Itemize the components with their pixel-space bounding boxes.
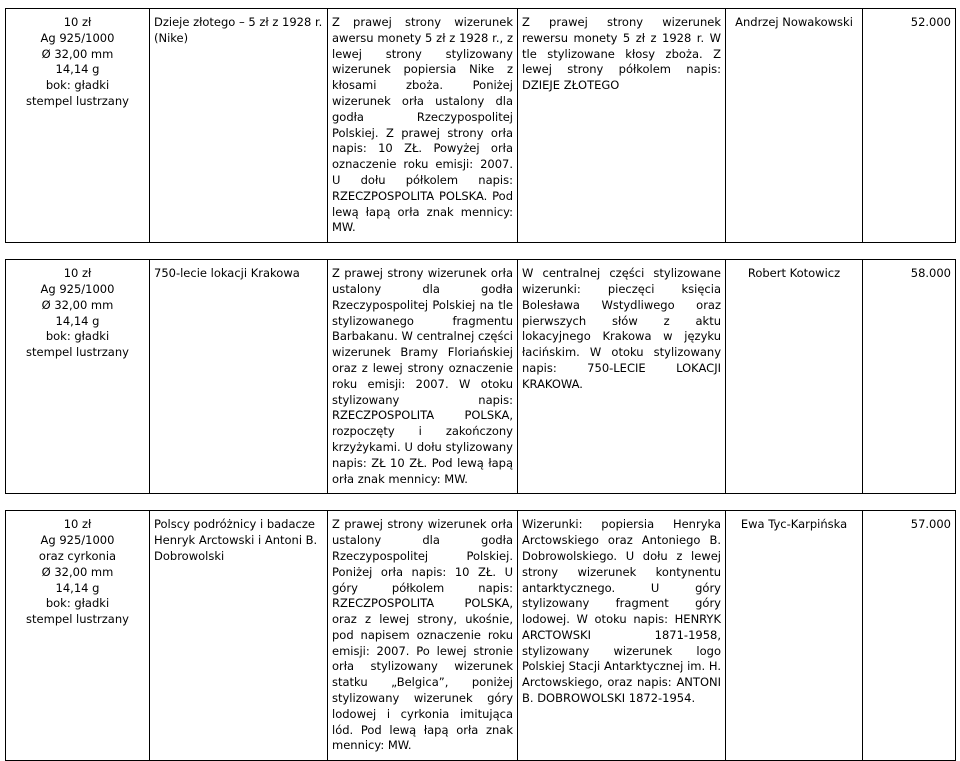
spec-line: Ag 925/1000 — [40, 533, 115, 548]
spec-line: 10 zł — [63, 15, 92, 29]
obverse-description-cell: Z prawej strony wizerunek orła ustalony dla godła Rzeczypospolitej Polskiej na tle stylizowanego fragmentu Barbakanu. W centralnej części wizerunek Bramy Floriańskiej oraz z lewej strony oznaczenie roku emisji: 2007. W otoku stylizowany napis: RZECZPOSPOLITA POLSKA, rozpoczęty i zakończony krzyżykami. U dołu stylizowany napis: ZŁ 10 ZŁ. Pod lewą łapą orła znak mennicy: MW. — [328, 260, 518, 494]
spec-line: bok: gładki — [45, 596, 110, 611]
spec-line: 10 zł — [63, 517, 92, 532]
coin-spec-cell — [6, 260, 150, 494]
author-cell: Andrzej Nowakowski — [726, 9, 863, 243]
table-row — [6, 260, 956, 494]
coin-theme-cell: Polscy podróżnicy i badacze Henryk Arctowski i Antoni B. Dobrowolski — [150, 511, 328, 761]
spec-line: stempel lustrzany — [26, 93, 129, 108]
reverse-description-cell: Z prawej strony wizerunek rewersu monety 5 zł z 1928 r. W tle stylizowane kłosy zboża. Z lewej strony półkolem napis: DZIEJE ZŁOTEGO — [518, 9, 726, 243]
separator-cell — [6, 243, 956, 260]
coin-spec-cell — [6, 511, 150, 761]
separator-cell — [6, 494, 956, 511]
row-separator — [6, 494, 956, 511]
reverse-description-cell: W centralnej części stylizowane wizerunki: pieczęci księcia Bolesława Wstydliwego oraz pierwszych słów z aktu lokacyjnego Krakowa w języku łacińskim. W otoku stylizowany napis: 750-LECIE LOKACJI KRAKOWA. — [518, 260, 726, 494]
spec-line: stempel lustrzany — [26, 345, 129, 360]
author-cell: Robert Kotowicz — [726, 260, 863, 494]
spec-line: oraz cyrkonia — [38, 548, 117, 563]
spec-line: Ag 925/1000 — [40, 281, 115, 296]
coin-issue-table — [5, 8, 956, 761]
author-cell: Ewa Tyc-Karpińska — [726, 511, 863, 761]
obverse-description-cell: Z prawej strony wizerunek orła ustalony dla godła Rzeczypospolitej Polskiej. Poniżej orła napis: 10 ZŁ. U góry półkolem napis: RZECZPOSPOLITA POLSKA, oraz z lewej strony, ukośnie, pod napisem oznaczenie roku emisji: 2007. Po lewej stronie orła stylizowany wizerunek statku „Belgica”, poniżej stylizowany wizerunek góry lodowej i cyrkonia imitująca lód. Pod lewą łapą orła znak mennicy: MW. — [328, 511, 518, 761]
row-separator — [6, 243, 956, 260]
obverse-description-cell: Z prawej strony wizerunek awersu monety 5 zł z 1928 r., z lewej strony stylizowany wizerunek popiersia Nike z kłosami zboża. Poniżej wizerunek orła ustalony dla godła Rzeczypospolitej Polskiej. Z prawej strony orła napis: 10 ZŁ. Powyżej orła oznaczenie roku emisji: 2007. U dołu półkolem napis: RZECZPOSPOLITA POLSKA. Pod lewą łapą orła znak mennicy: MW. — [328, 9, 518, 243]
mintage-cell: 57.000 — [863, 511, 956, 761]
mintage-cell: 52.000 — [863, 9, 956, 243]
spec-line: bok: gładki — [45, 329, 110, 344]
mintage-cell: 58.000 — [863, 260, 956, 494]
reverse-description-cell: Wizerunki: popiersia Henryka Arctowskiego oraz Antoniego B. Dobrowolskiego. U dołu z lewej strony wizerunek kontynentu antarktycznego. U góry stylizowany fragment góry lodowej. W otoku napis: HENRYK ARCTOWSKI 1871-1958, stylizowany wizerunek logo Polskiej Stacji Antarktycznej im. H. Arctowskiego, oraz napis: ANTONI B. DOBROWOLSKI 1872-1954. — [518, 511, 726, 761]
spec-line: Ø 32,00 mm — [41, 46, 114, 61]
spec-line: bok: gładki — [45, 78, 110, 93]
spec-line: 14,14 g — [55, 580, 100, 595]
table-row — [6, 9, 956, 243]
coin-theme-cell: Dzieje złotego – 5 zł z 1928 r. (Nike) — [150, 9, 328, 243]
spec-line: 14,14 g — [55, 313, 100, 328]
spec-line: 14,14 g — [55, 62, 100, 77]
spec-line: Ø 32,00 mm — [41, 297, 114, 312]
spec-line: Ø 32,00 mm — [41, 564, 114, 579]
spec-line: Ag 925/1000 — [40, 30, 115, 45]
spec-line: 10 zł — [63, 266, 92, 281]
table-row — [6, 511, 956, 761]
coin-spec-cell — [6, 9, 150, 243]
coin-theme-cell: 750-lecie lokacji Krakowa — [150, 260, 328, 494]
spec-line: stempel lustrzany — [26, 612, 129, 627]
